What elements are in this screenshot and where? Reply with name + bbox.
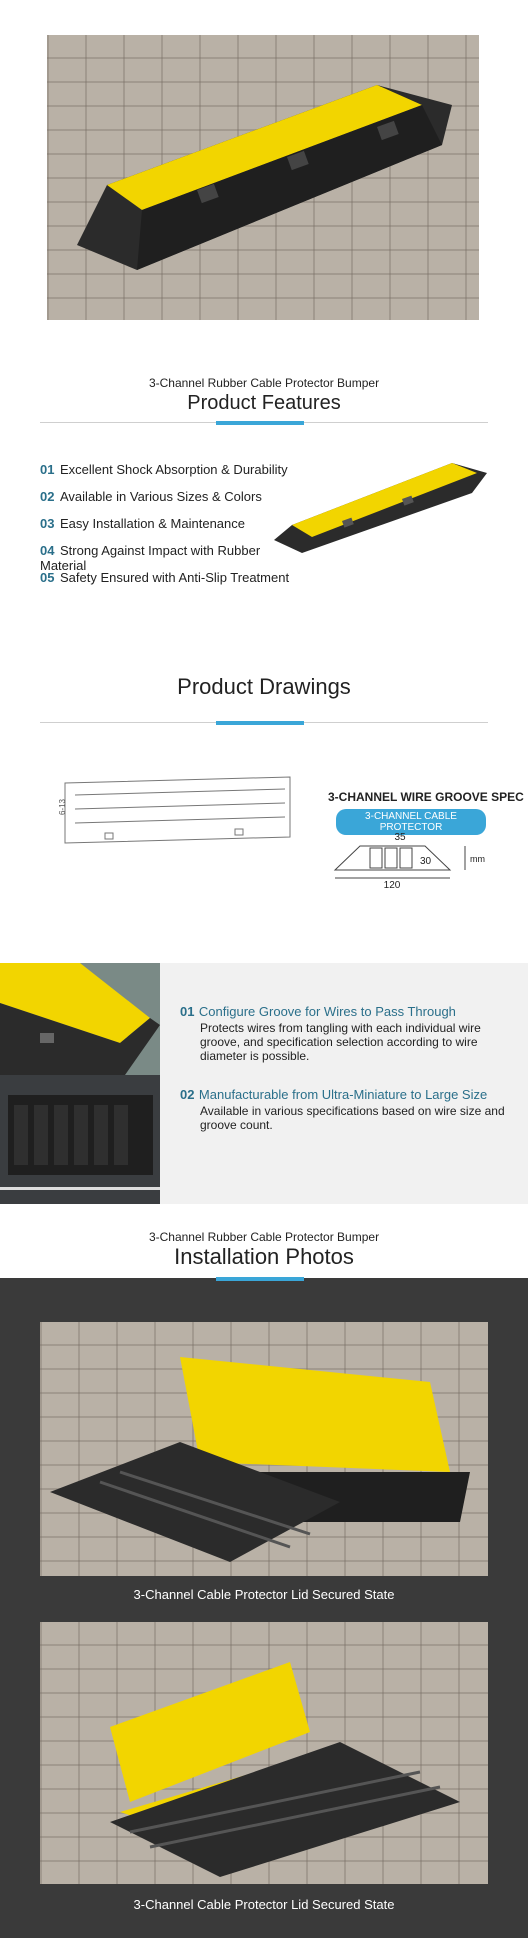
feature-product-image	[272, 455, 492, 555]
install-title: Installation Photos	[174, 1244, 354, 1269]
features-list	[40, 462, 300, 597]
cable-protector-hero-image	[47, 35, 479, 320]
details-photo-top	[0, 963, 160, 1075]
detail-item: 01 Configure Groove for Wires to Pass Through Protects wires from tangling with each individual wire groove, and specification selection according to wire diameter is possible.	[180, 1004, 481, 1063]
install-accent	[216, 1277, 304, 1281]
feature-item: 03 Easy Installation & Maintenance	[40, 516, 245, 531]
features-subtitle: 3-Channel Rubber Cable Protector Bumper	[148, 376, 380, 390]
details-photo-bottom	[0, 1075, 160, 1204]
drawing-side-label: 6-13	[58, 798, 67, 815]
detail-item: 02 Manufacturable from Ultra-Miniature to Large Size Available in various specifications based on wire size and groove count.	[180, 1087, 505, 1132]
dim-right: 30	[420, 856, 432, 867]
dim-top: 35	[394, 832, 406, 843]
hero-photo	[47, 35, 479, 320]
feature-item: 02 Available in Various Sizes & Colors	[40, 489, 262, 504]
install-subtitle: 3-Channel Rubber Cable Protector Bumper	[148, 1230, 380, 1244]
install-caption-2: 3-Channel Cable Protector Lid Secured State	[133, 1897, 395, 1912]
dim-bottom: 120	[383, 880, 401, 890]
spec-title: 3-CHANNEL WIRE GROOVE SPEC	[328, 790, 524, 804]
feature-item: 05 Safety Ensured with Anti-Slip Treatment	[40, 570, 290, 585]
technical-drawing	[55, 775, 295, 850]
features-accent	[216, 421, 304, 425]
features-title: Product Features	[187, 392, 341, 414]
feature-item: 04 Strong Against Impact with Rubber Material	[40, 543, 261, 573]
drawings-accent	[216, 721, 304, 725]
install-photo-2	[40, 1622, 488, 1884]
dimension-diagram	[330, 828, 490, 890]
spec-pill: 3-CHANNEL CABLE PROTECTOR	[336, 809, 486, 835]
dim-unit: mm	[470, 854, 485, 864]
drawings-title: Product Drawings	[177, 674, 351, 699]
install-photo-1	[40, 1322, 488, 1576]
feature-item: 01 Excellent Shock Absorption & Durability	[40, 462, 288, 477]
install-caption-1: 3-Channel Cable Protector Lid Secured State	[133, 1587, 395, 1602]
